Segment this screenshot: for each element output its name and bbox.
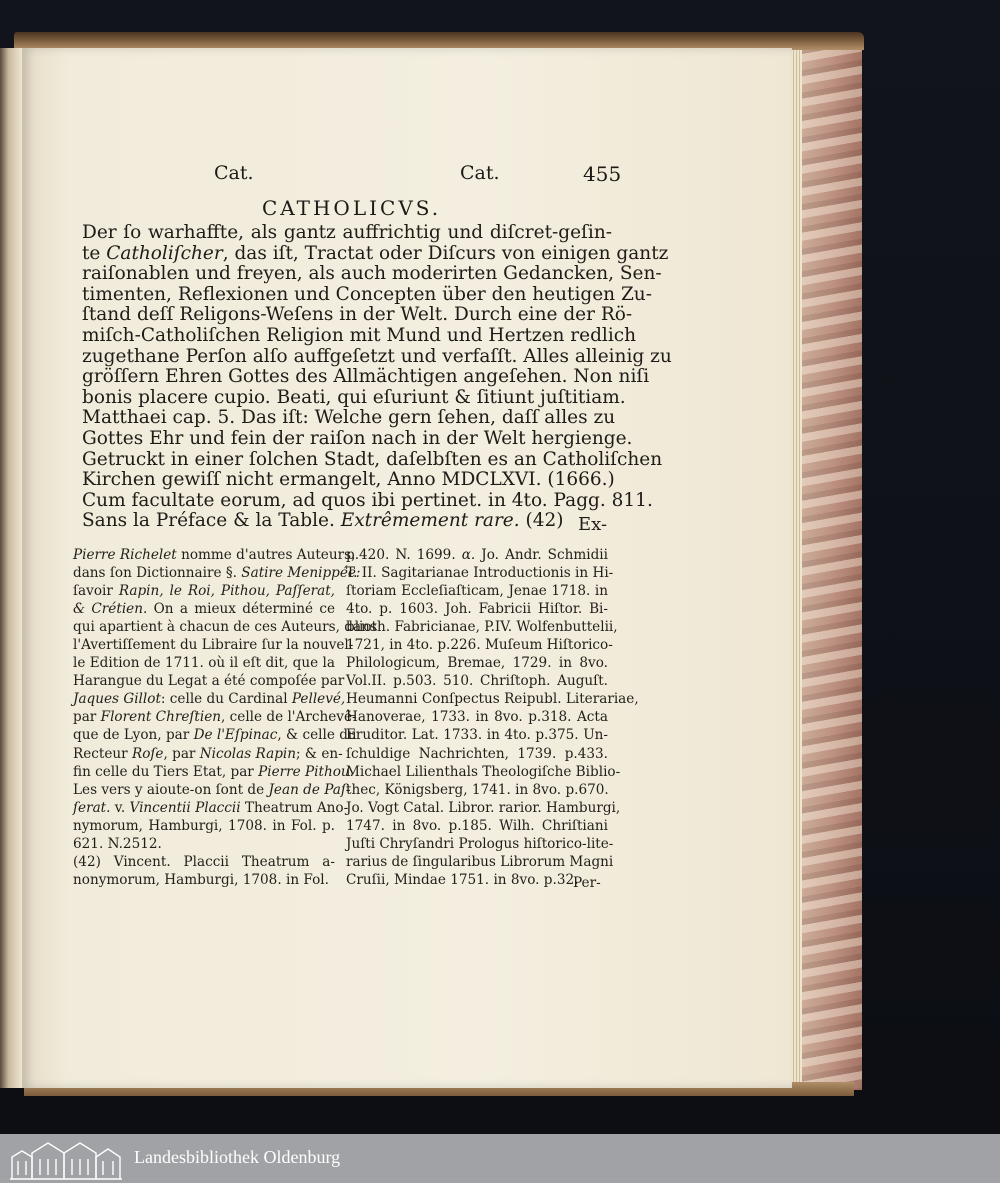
text-line (82, 511, 612, 532)
text-run: Getruckt in einer ſolchen Stadt, daſelbſten es an Catholiſchen (82, 448, 663, 470)
text-run: : celle du Cardinal (160, 691, 292, 708)
text-run: raiſonablen und freyen, als auch moderirten Gedancken, Sen- (82, 263, 662, 285)
text-line (82, 427, 633, 450)
footnote-line (346, 781, 608, 799)
section-title: CATHOLICVS. (262, 196, 442, 220)
text-run: 1747. in 8vo. p.185. Wilh. Chriſtiani (346, 817, 608, 834)
italic-run: ſerat. (73, 799, 111, 816)
text-run: Philologicum, Bremae, 1729. in 8vo. (346, 655, 608, 672)
text-line (82, 345, 672, 368)
text-run: par (73, 709, 101, 726)
italic-run: Catholiſcher (106, 242, 223, 264)
text-run: Eruditor. Lat. 1733. in 4to. p.375. Un- (346, 727, 608, 744)
left-page-edge (0, 48, 22, 1088)
text-run: te (82, 242, 107, 264)
italic-run: & Crétien. (73, 601, 148, 618)
running-head-left: Cat. (214, 162, 254, 184)
text-run: nymorum, Hamburgi, 1708. in Fol. p. (73, 817, 335, 834)
text-run: ſavoir (73, 583, 119, 600)
text-run: nonymorum, Hamburgi, 1708. in Fol. (73, 871, 329, 888)
text-run: rarius de ſingularibus Librorum Magni (346, 853, 614, 870)
footnote-line (346, 690, 639, 708)
footnote-line (73, 636, 354, 654)
italic-run: Extrêmement rare. (340, 510, 520, 532)
text-run: , celle de l'Archevê- (221, 709, 357, 726)
text-run: que de Lyon, par (73, 727, 194, 744)
text-line (82, 223, 612, 244)
catchword-main: Ex- (578, 514, 608, 535)
italic-run: Roſe (131, 745, 164, 762)
footnote-line (73, 763, 354, 781)
footnote-line (73, 745, 343, 763)
text-run: Kirchen gewiſſ nicht ermangelt, Anno MDCLXVI. (1666.) (82, 469, 615, 491)
text-run: Juſti Chryſandri Prologus hiſtorico-lite- (346, 835, 614, 852)
text-run: Les vers y aioute-on ſont de (73, 781, 269, 798)
text-run: Jo. Andr. Schmidii (475, 547, 608, 563)
italic-run: Satire Menippée: (241, 565, 361, 582)
text-run: Gottes Ehr und fein der raiſon nach in der Welt hergienge. (82, 427, 633, 449)
text-run: Matthaei cap. 5. Das iſt: Welche gern ſehen, daſſ alles zu (82, 407, 616, 429)
italic-run: Jaques Gillot (73, 691, 161, 708)
text-run: 4to. p. 1603. Joh. Fabricii Hiſtor. Bi- (346, 601, 608, 618)
footnote-line (73, 618, 377, 636)
text-run: dans ſon Dictionnaire §. (73, 565, 242, 582)
footnote-line (73, 835, 335, 853)
footnote-line (346, 654, 608, 672)
text-run: qui apartient à chacun de ces Auteurs, dans (73, 619, 377, 636)
footnote-line (346, 672, 608, 690)
footnote-line (73, 871, 335, 889)
text-run: Cum facultate eorum, ad quos ibi pertinet. in 4to. Pagg. 811. (82, 489, 653, 511)
text-run: ſtoriam Eccleſiaſticam, Jenae 1718. in (346, 583, 608, 600)
page-number: 455 (583, 162, 622, 186)
italic-run: Pierre Richelet (73, 547, 177, 563)
footnote-line (346, 546, 608, 564)
footnote-line (73, 582, 335, 600)
text-line (82, 263, 662, 285)
text-run: ; & en- (296, 745, 343, 762)
text-line (82, 304, 633, 326)
italic-run: α. (461, 547, 476, 563)
text-run: On a mieux déterminé ce (147, 601, 336, 618)
text-run: fin celle du Tiers Etat, par (73, 763, 259, 780)
text-run: (42) (519, 510, 564, 532)
text-run: Der ſo warhaffte, als gantz auffrichtig und diſcret-geſin- (82, 222, 612, 243)
footnote-line (346, 618, 618, 636)
text-run: Heumanni Conſpectus Reipubl. Literariae, (346, 691, 639, 708)
footnote-line (346, 636, 613, 654)
library-name: Landesbibliothek Oldenburg (134, 1147, 341, 1167)
footnote-line (73, 564, 361, 582)
footnote-line (73, 817, 335, 835)
footnote-line (346, 708, 608, 726)
footnote-line (73, 672, 345, 690)
text-line (82, 469, 615, 491)
text-run: timenten, Reflexionen und Concepten über den heutigen Zu- (82, 283, 652, 305)
italic-run: Vincentii Placcii (129, 799, 241, 816)
text-run: T. II. Sagitarianae Introductionis in Hi- (346, 565, 614, 582)
text-run: Cruſii, Mindae 1751. in 8vo. p.32. (346, 871, 579, 888)
italic-run: Nicolas Rapin (199, 745, 297, 762)
footnote-line (346, 817, 608, 835)
footnote-line (346, 726, 608, 744)
text-run: bonis placere cupio. Beati, qui eſuriunt & ſitiunt juſtitiam. (82, 386, 626, 408)
text-run: Sans la Préface & la Table. (82, 510, 341, 532)
text-run: , par (163, 745, 200, 762)
catchword-notes: Per- (573, 875, 601, 891)
text-run: le Edition de 1711. où il eſt dit, que la (73, 655, 335, 672)
footnote-line (346, 871, 608, 889)
text-run: , das iſt, Tractat oder Diſcurs von einigen gantz (222, 242, 669, 264)
text-run: Recteur (73, 745, 132, 762)
footnote-line (73, 546, 356, 564)
footnote-line (73, 853, 335, 871)
italic-run: Jean de Paſ- (268, 781, 351, 798)
footnote-line (346, 853, 614, 871)
text-run: p.420. N. 1699. (346, 547, 462, 563)
main-text-block (82, 222, 672, 532)
text-run: 621. N.2512. (73, 835, 162, 852)
italic-run: Pellevé, (291, 691, 346, 708)
footnote-line (73, 690, 346, 708)
text-run: , & celle du (277, 727, 357, 744)
text-run: thec, Königsberg, 1741. in 8vo. p.670. (346, 781, 609, 798)
text-run: Vol.II. p.503. 510. Chriſtoph. Auguſt. (346, 673, 608, 690)
italic-run: Pierre Pithou. (258, 763, 354, 780)
text-line (82, 242, 669, 265)
text-run: Hanoverae, 1733. in 8vo. p.318. Acta (346, 709, 608, 726)
text-line (82, 448, 663, 471)
footnote-line (346, 799, 621, 817)
library-building-logo-icon (8, 1137, 124, 1181)
footnote-line (346, 582, 608, 600)
text-run: Harangue du Legat a été compoſée par (73, 673, 345, 690)
footnote-line (73, 654, 335, 672)
footnote-line (346, 564, 614, 582)
text-line (82, 407, 616, 429)
italic-run: Florent Chreſtien (100, 709, 222, 726)
text-run: v. (110, 799, 130, 816)
text-run: Theatrum Ano- (240, 799, 349, 816)
footnote-line (73, 781, 351, 799)
footnotes-right-column (346, 546, 639, 889)
text-line (82, 366, 650, 388)
footnote-line (73, 600, 335, 618)
text-run: ſchuldige Nachrichten, 1739. p.433. (346, 745, 608, 762)
text-run: l'Avertiſſement du Libraire ſur la nouvel- (73, 637, 354, 654)
text-run: Michael Lilienthals Theologiſche Biblio- (346, 763, 621, 780)
footnote-line (346, 763, 621, 781)
text-line (82, 283, 652, 306)
text-line (82, 386, 626, 409)
text-run: 1721, in 4to. p.226. Muſeum Hiſtorico- (346, 637, 613, 654)
italic-run: Rapin, le Roi, Pithou, Paſſerat, (118, 583, 335, 600)
running-head-center: Cat. (460, 162, 500, 184)
text-run: nomme d'autres Auteurs, (176, 547, 356, 563)
footnote-line (346, 745, 608, 763)
footnote-line (73, 708, 357, 726)
text-run: Jo. Vogt Catal. Libror. rarior. Hamburgi, (346, 799, 621, 816)
text-line (82, 324, 637, 347)
footnote-line (346, 835, 614, 853)
footnote-line (73, 726, 357, 744)
footnote-line (346, 600, 608, 618)
text-line (82, 489, 653, 512)
text-run: gröſſern Ehren Gottes des Allmächtigen angeſehen. Non niſi (82, 366, 650, 388)
text-run: blioth. Fabricianae, P.IV. Wolfenbuttelii, (346, 619, 618, 636)
italic-run: De l'Eſpinac (193, 727, 278, 744)
text-run: zugethane Perſon alſo auffgeſetzt und verfaſſt. Alles alleinig zu (82, 345, 672, 367)
text-run: (42) Vincent. Placcii Theatrum a- (73, 853, 335, 870)
text-run: ſtand deſſ Religons-Weſens in der Welt. Durch eine der Rö- (82, 304, 633, 326)
text-run: miſch-Catholiſchen Religion mit Mund und Hertzen redlich (82, 324, 637, 346)
footnotes-left-column (73, 546, 377, 889)
footnote-line (73, 799, 349, 817)
